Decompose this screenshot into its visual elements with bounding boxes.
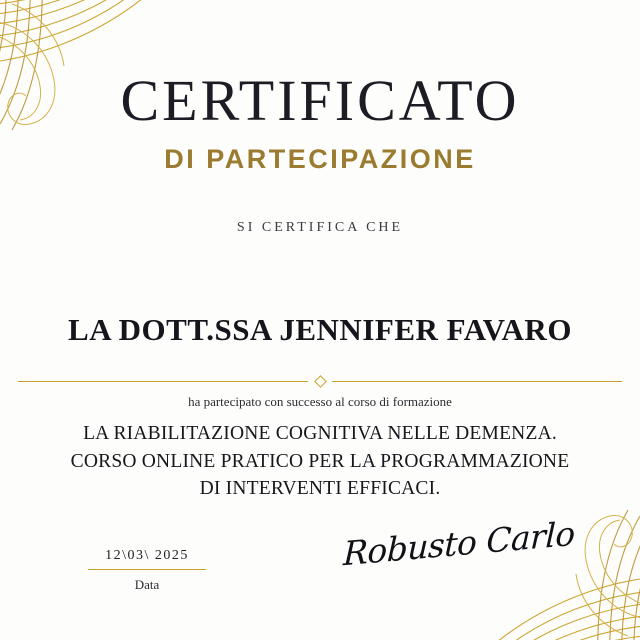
divider-line-left [18, 381, 308, 382]
course-line-3: DI INTERVENTI EFFICACI. [199, 478, 441, 500]
recipient-name: LA DOTT.SSA JENNIFER FAVARO [68, 312, 572, 347]
divider-diamond-icon [314, 375, 327, 388]
signature-block [334, 513, 584, 574]
date-label: Data [134, 577, 160, 592]
signature-name: Robusto Carlo [342, 513, 576, 574]
lead-line: ha partecipato con successo al corso di formazione [188, 394, 452, 409]
course-line-2: CORSO ONLINE PRATICO PER LA PROGRAMMAZIONE [70, 450, 570, 472]
date-block [62, 548, 232, 593]
course-line-1: LA RIABILITAZIONE COGNITIVA NELLE DEMENZA. [83, 423, 557, 444]
date-rule [88, 569, 206, 570]
divider-line-right [332, 381, 622, 382]
certificate-title: CERTIFICATO [120, 68, 520, 133]
gold-divider [18, 377, 622, 386]
date-value: 12\03\ 2025 [105, 548, 189, 563]
course-title [0, 420, 640, 503]
certificate-subtitle: DI PARTECIPAZIONE [164, 144, 476, 174]
certifies-line: SI CERTIFICA CHE [236, 220, 404, 235]
